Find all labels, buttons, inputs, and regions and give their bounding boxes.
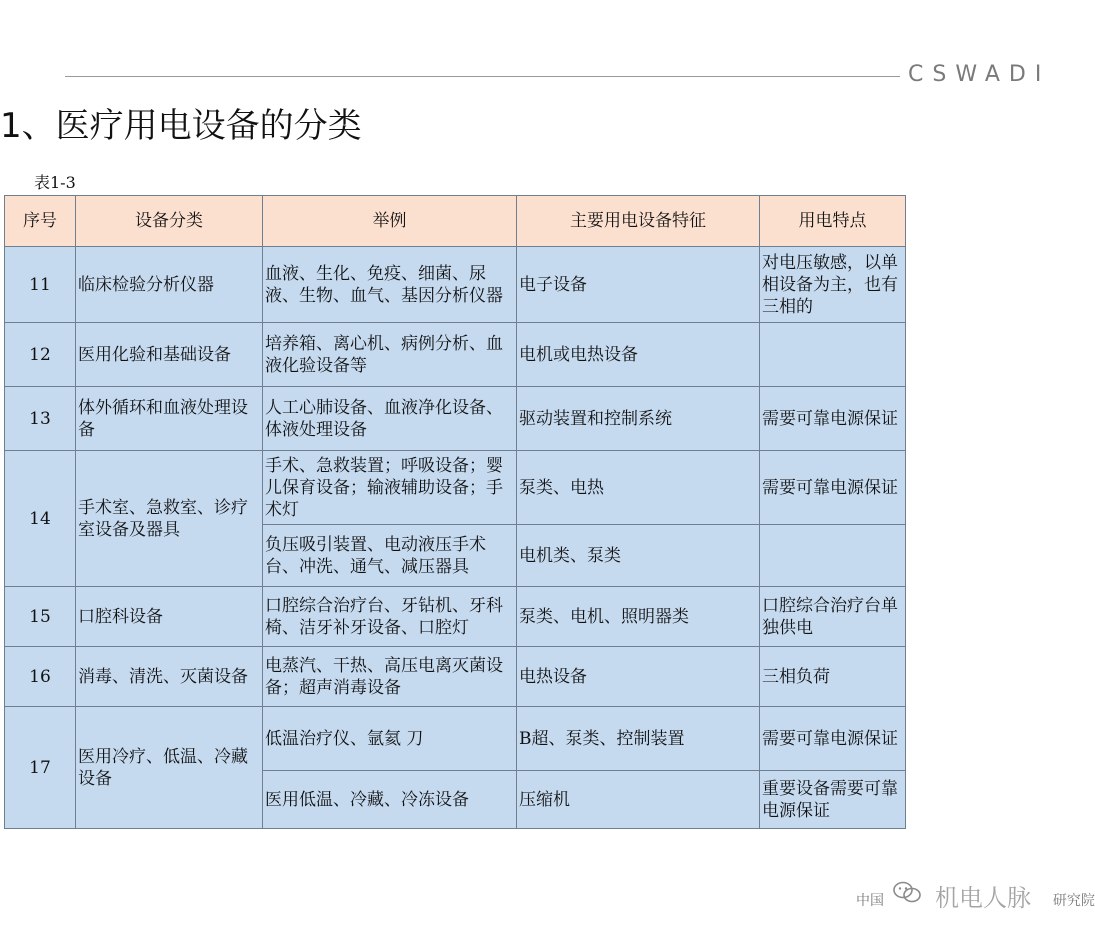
watermark-suffix: 研究院 bbox=[1052, 893, 1095, 909]
row-example: 低温治疗仪、氩氦 刀 bbox=[263, 707, 517, 771]
row-feature: 压缩机 bbox=[517, 771, 760, 829]
header-example: 举例 bbox=[263, 196, 517, 247]
header-feature: 主要用电设备特征 bbox=[517, 196, 760, 247]
row-feature: 电机或电热设备 bbox=[517, 323, 760, 387]
wechat-icon bbox=[892, 880, 922, 904]
row-feature: B超、泵类、控制装置 bbox=[517, 707, 760, 771]
row-number: 15 bbox=[5, 587, 76, 647]
row-category: 体外循环和血液处理设备 bbox=[76, 387, 263, 451]
row-trait bbox=[760, 323, 906, 387]
page-title: 1、医疗用电设备的分类 bbox=[0, 106, 362, 146]
row-trait: 口腔综合治疗台单独供电 bbox=[760, 587, 906, 647]
table-row bbox=[5, 387, 906, 451]
row-example: 医用低温、冷藏、冷冻设备 bbox=[263, 771, 517, 829]
row-number: 14 bbox=[5, 451, 76, 587]
row-category: 手术室、急救室、诊疗室设备及器具 bbox=[76, 451, 263, 587]
device-classification-table bbox=[4, 195, 906, 829]
row-trait: 需要可靠电源保证 bbox=[760, 707, 906, 771]
row-category: 消毒、清洗、灭菌设备 bbox=[76, 647, 263, 707]
row-trait: 对电压敏感，以单相设备为主，也有三相的 bbox=[760, 247, 906, 323]
row-example: 负压吸引装置、电动液压手术台、冲洗、通气、减压器具 bbox=[263, 525, 517, 587]
row-category: 口腔科设备 bbox=[76, 587, 263, 647]
table-header-row bbox=[5, 196, 906, 247]
row-feature: 泵类、电热 bbox=[517, 451, 760, 525]
watermark-prefix: 中国 bbox=[856, 893, 884, 909]
row-example: 手术、急救装置；呼吸设备；婴儿保育设备；输液辅助设备；手术灯 bbox=[263, 451, 517, 525]
row-category: 临床检验分析仪器 bbox=[76, 247, 263, 323]
row-example: 血液、生化、免疫、细菌、尿液、生物、血气、基因分析仪器 bbox=[263, 247, 517, 323]
row-example: 电蒸汽、干热、高压电离灭菌设备；超声消毒设备 bbox=[263, 647, 517, 707]
row-feature: 电机类、泵类 bbox=[517, 525, 760, 587]
row-category: 医用化验和基础设备 bbox=[76, 323, 263, 387]
brand-logo-text: CSWADI bbox=[908, 62, 1051, 87]
row-feature: 电子设备 bbox=[517, 247, 760, 323]
row-trait bbox=[760, 525, 906, 587]
row-trait: 需要可靠电源保证 bbox=[760, 451, 906, 525]
row-category: 医用冷疗、低温、冷藏设备 bbox=[76, 707, 263, 829]
row-trait: 三相负荷 bbox=[760, 647, 906, 707]
row-feature: 电热设备 bbox=[517, 647, 760, 707]
row-trait: 重要设备需要可靠电源保证 bbox=[760, 771, 906, 829]
header-category: 设备分类 bbox=[76, 196, 263, 247]
table-row bbox=[5, 647, 906, 707]
row-number: 12 bbox=[5, 323, 76, 387]
table-row bbox=[5, 323, 906, 387]
row-number: 17 bbox=[5, 707, 76, 829]
table-row bbox=[5, 451, 906, 525]
row-number: 13 bbox=[5, 387, 76, 451]
row-example: 人工心肺设备、血液净化设备、体液处理设备 bbox=[263, 387, 517, 451]
row-feature: 泵类、电机、照明器类 bbox=[517, 587, 760, 647]
row-trait: 需要可靠电源保证 bbox=[760, 387, 906, 451]
table-row bbox=[5, 707, 906, 771]
header-trait: 用电特点 bbox=[760, 196, 906, 247]
row-feature: 驱动装置和控制系统 bbox=[517, 387, 760, 451]
table-row bbox=[5, 247, 906, 323]
row-example: 培养箱、离心机、病例分析、血液化验设备等 bbox=[263, 323, 517, 387]
watermark-account-name: 机电人脉 bbox=[935, 884, 1031, 912]
row-number: 11 bbox=[5, 247, 76, 323]
table-row bbox=[5, 587, 906, 647]
header-divider bbox=[65, 76, 900, 77]
table-caption: 表1-3 bbox=[34, 173, 76, 192]
row-example: 口腔综合治疗台、牙钻机、牙科椅、洁牙补牙设备、口腔灯 bbox=[263, 587, 517, 647]
header-no: 序号 bbox=[5, 196, 76, 247]
row-number: 16 bbox=[5, 647, 76, 707]
